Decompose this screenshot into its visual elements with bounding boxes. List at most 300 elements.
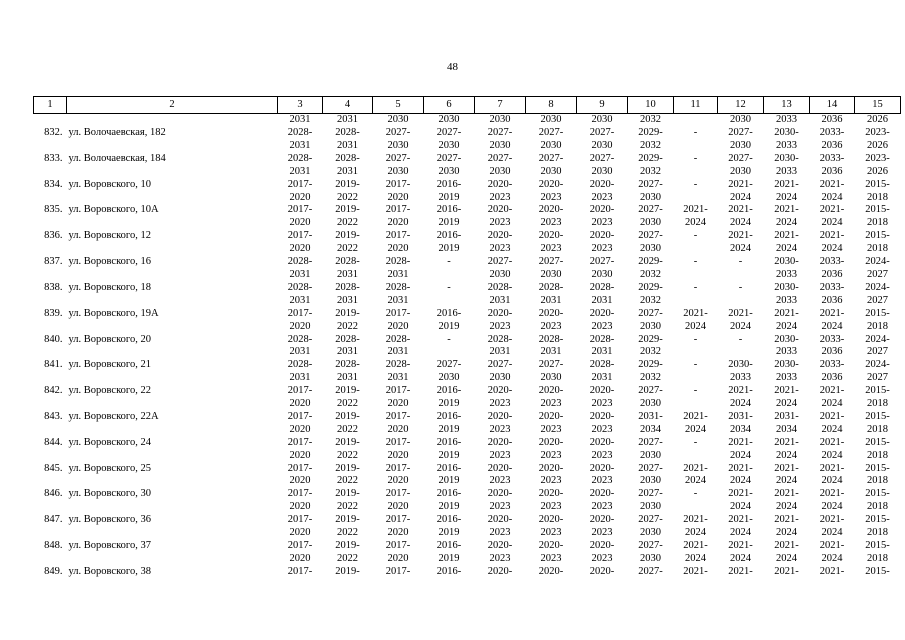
address-cell: ул. Воровского, 18	[68, 281, 151, 293]
row-number-cell: 844.	[44, 436, 63, 448]
period-end-cell: 2023	[591, 423, 613, 435]
period-end-cell: 2024	[821, 398, 843, 410]
period-start-cell: 2021-	[774, 565, 799, 577]
period-end-cell	[674, 166, 718, 179]
row-number-cell: 833.	[44, 152, 63, 164]
period-start-cell: 2020-	[487, 436, 513, 448]
period-end-cell: 2030	[640, 501, 661, 513]
period-start-cell: -	[693, 230, 698, 242]
period-start-cell: 2028-	[487, 333, 513, 345]
period-start-cell: 2028-	[335, 127, 360, 138]
period-start-cell: -	[693, 436, 698, 448]
table-row	[34, 166, 901, 179]
period-start-cell: 2027-	[638, 230, 663, 242]
period-end-cell: 2022	[337, 398, 358, 410]
period-cell: 2031	[289, 114, 311, 125]
period-start-cell: 2021-	[819, 462, 845, 474]
period-end-cell: 2023	[591, 243, 613, 255]
period-end-cell: 2024	[730, 527, 751, 539]
period-end-cell: 2020	[387, 501, 409, 513]
address-cell	[67, 321, 278, 334]
period-end-cell: 2032	[640, 294, 661, 306]
period-start-cell: 2028-	[385, 333, 411, 345]
period-end-cell: 2026	[867, 139, 888, 151]
period-end-cell: 2036	[821, 346, 843, 358]
period-start-cell: 2017-	[385, 204, 411, 216]
period-start-cell: 2017-	[385, 307, 411, 319]
period-start-cell: 2019-	[335, 565, 360, 577]
period-start-cell: 2016-	[436, 436, 462, 448]
period-start-cell: 2031-	[774, 410, 799, 422]
period-start-cell: 2027-	[538, 127, 564, 138]
period-start-cell: -	[693, 178, 698, 190]
period-end-cell: 2023	[489, 191, 511, 203]
period-end-cell: 2023	[489, 552, 511, 564]
table-row	[34, 179, 901, 192]
period-start-cell: -	[447, 281, 451, 293]
period-start-cell: 2028-	[287, 281, 313, 293]
period-end-cell: 2030	[540, 139, 562, 151]
period-end-cell: 2024	[776, 191, 797, 203]
address-cell: ул. Воровского, 38	[68, 565, 151, 577]
table-row	[34, 566, 901, 579]
period-end-cell	[424, 295, 475, 308]
table-row	[34, 230, 901, 243]
period-start-cell: 2015-	[865, 565, 890, 577]
row-number-cell	[34, 553, 67, 566]
period-start-cell: 2024-	[865, 359, 890, 371]
period-start-cell: 2021-	[774, 514, 799, 526]
period-start-cell: 2016-	[436, 178, 462, 190]
table-row	[34, 540, 901, 553]
period-start-cell: 2027-	[436, 152, 462, 164]
period-start-cell: 2028-	[538, 333, 564, 345]
address-cell	[67, 114, 278, 128]
period-cell: 2036	[821, 114, 843, 125]
period-end-cell: 2030	[387, 165, 409, 177]
row-number-cell	[34, 450, 67, 463]
period-start-cell: 2024-	[865, 281, 890, 293]
period-start-cell: 2015-	[865, 436, 890, 448]
period-start-cell: 2021-	[728, 385, 753, 397]
table-row	[34, 488, 901, 501]
period-end-cell: 2018	[867, 217, 888, 229]
period-start-cell: 2020-	[538, 410, 564, 422]
period-start-cell: 2021-	[683, 565, 708, 577]
row-number-cell: 842.	[44, 385, 63, 397]
period-end-cell: 2019	[438, 398, 460, 410]
period-start-cell: 2033-	[819, 256, 845, 268]
period-end-cell: 2023	[540, 501, 562, 513]
period-end-cell: 2024	[821, 243, 843, 255]
table-row	[34, 140, 901, 153]
period-end-cell: 2023	[540, 552, 562, 564]
period-start-cell: 2017-	[287, 565, 313, 577]
period-start-cell: 2016-	[436, 385, 462, 397]
address-cell: ул. Волочаевская, 184	[68, 152, 166, 164]
table-row	[34, 424, 901, 437]
column-header: 13	[764, 97, 810, 114]
row-number-cell	[34, 321, 67, 334]
page-number: 48	[447, 61, 458, 73]
period-end-cell: 2024	[730, 243, 751, 255]
period-end-cell: 2031	[337, 372, 358, 384]
period-start-cell: 2028-	[335, 152, 360, 164]
period-start-cell: 2021-	[728, 565, 753, 577]
period-end-cell: 2027	[867, 346, 888, 358]
period-start-cell: 2017-	[287, 204, 313, 216]
period-start-cell: 2016-	[436, 540, 462, 551]
period-end-cell: 2020	[387, 217, 409, 229]
table-row	[34, 385, 901, 398]
row-number-cell	[34, 243, 67, 256]
period-start-cell: -	[447, 333, 451, 345]
address-cell	[67, 450, 278, 463]
period-start-cell: -	[738, 256, 743, 268]
period-end-cell: 2020	[387, 398, 409, 410]
period-start-cell: 2031-	[638, 410, 663, 422]
period-end-cell	[718, 269, 764, 282]
period-end-cell: 2024	[776, 217, 797, 229]
period-end-cell: 2018	[867, 398, 888, 410]
period-end-cell: 2024	[776, 552, 797, 564]
address-cell: ул. Воровского, 10	[68, 178, 151, 190]
period-end-cell: 2020	[289, 449, 311, 461]
column-header: 5	[373, 97, 424, 114]
period-start-cell: 2015-	[865, 488, 890, 500]
period-start-cell: 2021-	[683, 540, 708, 551]
period-end-cell: 2023	[591, 398, 613, 410]
period-end-cell: 2032	[640, 346, 661, 358]
period-end-cell: 2030	[730, 139, 751, 151]
period-start-cell: 2019-	[335, 178, 360, 190]
column-header: 4	[323, 97, 373, 114]
period-start-cell: 2017-	[385, 385, 411, 397]
period-start-cell: 2019-	[335, 462, 360, 474]
period-start-cell: 2021-	[683, 410, 708, 422]
address-cell	[67, 295, 278, 308]
period-start-cell: 2017-	[385, 488, 411, 500]
period-start-cell: 2033-	[819, 152, 845, 164]
period-start-cell: 2028-	[287, 333, 313, 345]
period-end-cell: 2036	[821, 372, 843, 384]
period-end-cell: 2023	[591, 449, 613, 461]
period-end-cell: 2018	[867, 527, 888, 539]
period-start-cell: 2020-	[538, 385, 564, 397]
table-row	[34, 308, 901, 321]
period-end-cell: 2024	[776, 398, 797, 410]
table-row	[34, 114, 901, 128]
period-end-cell: 2031	[387, 346, 409, 358]
period-end-cell: 2024	[730, 552, 751, 564]
period-end-cell: 2023	[489, 501, 511, 513]
period-start-cell: 2015-	[865, 514, 890, 526]
row-number-cell	[34, 140, 67, 153]
table-row	[34, 282, 901, 295]
period-end-cell: 2024	[685, 423, 706, 435]
period-start-cell: 2017-	[385, 436, 411, 448]
period-start-cell: 2028-	[287, 256, 313, 268]
row-number-cell	[34, 475, 67, 488]
address-cell: ул. Воровского, 12	[68, 230, 151, 242]
period-start-cell: 2027-	[538, 256, 564, 268]
period-end-cell: 2018	[867, 552, 888, 564]
period-start-cell: 2021-	[774, 488, 799, 500]
period-end-cell: 2024	[776, 449, 797, 461]
period-start-cell: 2020-	[589, 565, 615, 577]
period-start-cell: 2020-	[538, 204, 564, 216]
period-cell: 2026	[867, 114, 888, 125]
period-start-cell: 2020-	[538, 565, 564, 577]
period-start-cell: 2028-	[335, 256, 360, 268]
period-start-cell: 2015-	[865, 410, 890, 422]
period-end-cell: 2023	[489, 527, 511, 539]
row-number-cell	[34, 114, 67, 128]
period-start-cell: 2027-	[487, 359, 513, 371]
period-end-cell: 2022	[337, 320, 358, 332]
period-start-cell: 2020-	[538, 488, 564, 500]
schedule-table	[33, 96, 901, 579]
table-row	[34, 398, 901, 411]
address-cell: ул. Воровского, 10А	[68, 204, 159, 216]
period-start-cell: 2030-	[774, 281, 799, 293]
period-start-cell: 2017-	[287, 540, 313, 551]
period-end-cell: 2024	[821, 449, 843, 461]
table-row	[34, 127, 901, 140]
period-start-cell: 2021-	[819, 307, 845, 319]
column-header: 14	[810, 97, 855, 114]
period-end-cell: 2020	[289, 398, 311, 410]
period-start-cell: 2027-	[385, 152, 411, 164]
period-start-cell: -	[693, 385, 698, 397]
period-end-cell	[718, 295, 764, 308]
row-number-cell: 839.	[44, 307, 63, 319]
period-start-cell: 2021-	[683, 307, 708, 319]
period-end-cell: 2024	[730, 320, 751, 332]
period-cell: 2030	[730, 114, 751, 125]
period-start-cell: 2020-	[538, 230, 564, 242]
address-cell: ул. Воровского, 30	[68, 488, 151, 500]
address-cell	[67, 398, 278, 411]
period-start-cell: 2029-	[638, 152, 663, 164]
period-start-cell: 2028-	[385, 281, 411, 293]
period-end-cell: 2019	[438, 423, 460, 435]
period-end-cell: 2023	[489, 449, 511, 461]
period-end-cell: 2018	[867, 191, 888, 203]
period-end-cell: 2023	[489, 217, 511, 229]
period-start-cell: 2027-	[638, 385, 663, 397]
period-start-cell: 2029-	[638, 127, 663, 138]
period-start-cell: 2015-	[865, 230, 890, 242]
period-end-cell: 2024	[730, 191, 751, 203]
period-end-cell: 2023	[540, 475, 562, 487]
period-end-cell: 2020	[387, 243, 409, 255]
period-end-cell: 2030	[540, 372, 562, 384]
address-cell	[67, 346, 278, 359]
period-end-cell: 2018	[867, 501, 888, 513]
table-row	[34, 514, 901, 527]
period-start-cell: 2027-	[589, 256, 615, 268]
period-start-cell: 2027-	[638, 488, 663, 500]
period-end-cell: 2022	[337, 191, 358, 203]
period-cell: 2032	[640, 114, 661, 125]
period-start-cell: 2021-	[774, 178, 799, 190]
period-start-cell: 2033-	[819, 333, 845, 345]
period-end-cell: 2022	[337, 501, 358, 513]
period-end-cell: 2031	[591, 372, 613, 384]
period-start-cell: 2016-	[436, 462, 462, 474]
period-start-cell: 2028-	[589, 333, 615, 345]
period-start-cell: 2020-	[487, 230, 513, 242]
period-end-cell: 2024	[821, 217, 843, 229]
period-end-cell: 2019	[438, 552, 460, 564]
period-start-cell: 2028-	[589, 281, 615, 293]
period-end-cell: 2024	[776, 475, 797, 487]
period-end-cell: 2033	[730, 372, 751, 384]
period-end-cell: 2030	[640, 398, 661, 410]
period-end-cell: 2031	[337, 139, 358, 151]
column-header: 12	[718, 97, 764, 114]
table-row	[34, 256, 901, 269]
period-start-cell: 2020-	[589, 436, 615, 448]
period-start-cell: 2016-	[436, 488, 462, 500]
period-end-cell: 2024	[730, 449, 751, 461]
period-end-cell: 2031	[387, 294, 409, 306]
row-number-cell: 835.	[44, 204, 63, 216]
period-end-cell: 2030	[640, 527, 661, 539]
period-start-cell: 2033-	[819, 359, 845, 371]
period-start-cell: 2019-	[335, 230, 360, 242]
period-start-cell: 2020-	[589, 540, 615, 551]
period-end-cell: 2023	[591, 527, 613, 539]
period-end-cell: 2027	[867, 294, 888, 306]
period-start-cell: -	[693, 152, 698, 164]
period-end-cell: 2031	[337, 294, 358, 306]
table-row	[34, 450, 901, 463]
period-end-cell: 2018	[867, 320, 888, 332]
period-start-cell: 2027-	[728, 127, 753, 138]
period-end-cell: 2019	[438, 191, 460, 203]
period-start-cell: 2020-	[538, 307, 564, 319]
period-start-cell: 2017-	[385, 565, 411, 577]
period-start-cell: 2030-	[728, 359, 753, 371]
period-start-cell: 2030-	[774, 256, 799, 268]
period-end-cell: 2020	[289, 423, 311, 435]
period-end-cell: 2036	[821, 268, 843, 280]
period-cell: 2030	[438, 114, 460, 125]
period-start-cell: -	[693, 333, 698, 345]
table-row	[34, 437, 901, 450]
table-row	[34, 411, 901, 424]
period-start-cell: 2021-	[819, 230, 845, 242]
period-cell: 2033	[776, 114, 797, 125]
period-start-cell: 2021-	[819, 565, 845, 577]
period-end-cell: 2032	[640, 139, 661, 151]
period-start-cell: 2015-	[865, 204, 890, 216]
period-end-cell: 2030	[540, 268, 562, 280]
table-row	[34, 295, 901, 308]
period-start-cell: 2021-	[728, 462, 753, 474]
period-start-cell: 2021-	[819, 410, 845, 422]
period-end-cell: 2023	[540, 527, 562, 539]
period-end-cell: 2024	[821, 475, 843, 487]
table-row	[34, 553, 901, 566]
period-start-cell: 2020-	[538, 540, 564, 551]
period-end-cell: 2023	[540, 423, 562, 435]
period-end-cell: 2030	[489, 165, 511, 177]
period-end-cell: 2020	[387, 527, 409, 539]
period-end-cell: 2023	[540, 449, 562, 461]
period-start-cell: 2020-	[487, 565, 513, 577]
row-number-cell	[34, 527, 67, 540]
column-header: 2	[67, 97, 278, 114]
column-header: 1	[34, 97, 67, 114]
address-cell: ул. Волочаевская, 182	[68, 127, 166, 138]
period-start-cell: 2020-	[589, 488, 615, 500]
period-start-cell: 2015-	[865, 385, 890, 397]
table-row	[34, 372, 901, 385]
period-start-cell: 2016-	[436, 204, 462, 216]
row-number-cell: 849.	[44, 565, 63, 577]
period-start-cell: 2021-	[728, 230, 753, 242]
table-row	[34, 153, 901, 166]
period-cell: 2030	[540, 114, 562, 125]
period-start-cell: 2019-	[335, 514, 360, 526]
row-number-cell	[34, 166, 67, 179]
table-row	[34, 192, 901, 205]
period-start-cell: 2027-	[589, 152, 615, 164]
period-start-cell: 2020-	[538, 462, 564, 474]
period-start-cell: 2029-	[638, 281, 663, 293]
period-start-cell: -	[693, 488, 698, 500]
period-end-cell: 2034	[730, 423, 751, 435]
period-start-cell: 2029-	[638, 333, 663, 345]
period-end-cell: 2024	[821, 423, 843, 435]
period-end-cell: 2031	[289, 372, 311, 384]
period-end-cell: 2031	[540, 346, 562, 358]
period-cell: 2030	[387, 114, 409, 125]
row-number-cell: 836.	[44, 230, 63, 242]
period-end-cell: 2019	[438, 501, 460, 513]
period-end-cell: 2023	[591, 475, 613, 487]
address-cell	[67, 140, 278, 153]
period-end-cell: 2020	[289, 217, 311, 229]
period-end-cell: 2030	[640, 243, 661, 255]
period-start-cell: 2027-	[487, 256, 513, 268]
address-cell	[67, 269, 278, 282]
period-end-cell: 2023	[540, 320, 562, 332]
address-cell: ул. Воровского, 16	[68, 256, 151, 268]
period-start-cell: 2033-	[819, 281, 845, 293]
period-end-cell: 2030	[591, 268, 613, 280]
period-start-cell: 2024-	[865, 256, 890, 268]
column-header: 11	[674, 97, 718, 114]
address-cell	[67, 243, 278, 256]
table-row	[34, 269, 901, 282]
period-start-cell: 2020-	[487, 462, 513, 474]
period-start-cell: -	[447, 256, 451, 268]
period-start-cell: 2020-	[538, 436, 564, 448]
period-end-cell: 2020	[387, 475, 409, 487]
period-end-cell: 2024	[776, 501, 797, 513]
period-start-cell: 2017-	[385, 178, 411, 190]
period-start-cell: 2033-	[819, 127, 845, 138]
period-end-cell: 2023	[591, 191, 613, 203]
period-end-cell: 2022	[337, 449, 358, 461]
period-start-cell: 2015-	[865, 462, 890, 474]
period-end-cell	[674, 346, 718, 359]
period-end-cell: 2036	[821, 139, 843, 151]
